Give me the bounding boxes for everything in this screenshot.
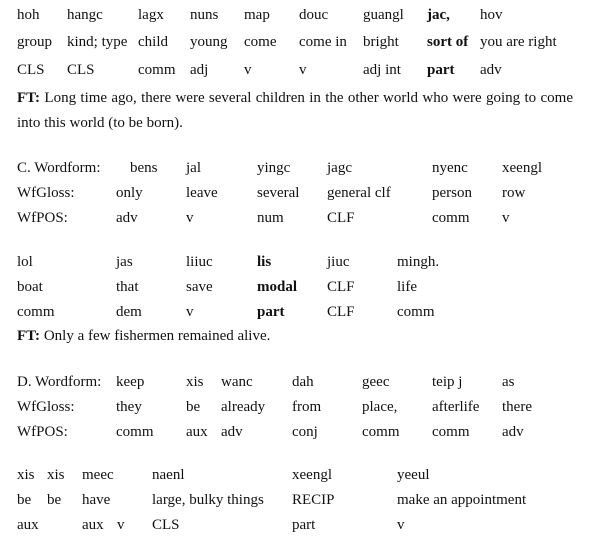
b-gloss-3: child [138, 34, 168, 50]
c-pos-4: CLF [327, 210, 355, 226]
d-gloss-5: place, [362, 399, 398, 415]
d2-word-4: naenl [152, 467, 185, 483]
d-pos-5: comm [362, 424, 400, 440]
c2-word-2: jas [116, 254, 133, 270]
c2-pos-1: comm [17, 304, 55, 320]
b-gloss-5: come [244, 34, 277, 50]
c2-pos-2: dem [116, 304, 142, 320]
b-word-2: hangc [67, 7, 103, 23]
b-gloss-2: kind; type [67, 34, 128, 50]
d2-pos-1: aux [17, 517, 39, 533]
b-pos-4: adj [190, 62, 209, 78]
b-pos-5: v [244, 62, 252, 78]
d2-gloss-5: RECIP [292, 492, 335, 508]
b-ft-text: Long time ago, there were several children in the other world who were going to come into this world (to be born). [17, 90, 574, 131]
b-pos-1: CLS [17, 62, 45, 78]
d-pos-2: aux [186, 424, 208, 440]
d2-pos-3: v [117, 517, 125, 533]
c-wordform-label: C. Wordform: [17, 160, 101, 176]
d2-word-2: xis [47, 467, 65, 483]
b-word-8: jac, [427, 7, 450, 23]
b-gloss-6: come in [299, 34, 347, 50]
d2-pos-2: aux [82, 517, 104, 533]
c2-word-6: mingh. [397, 254, 440, 270]
c-word-5: nyenc [432, 160, 468, 176]
c2-word-5: jiuc [327, 254, 350, 270]
d-gloss-6: afterlife [432, 399, 480, 415]
b-word-9: hov [480, 7, 503, 23]
d-pos-6: comm [432, 424, 470, 440]
d-word-3: wanc [221, 374, 253, 390]
c2-gloss-6: life [397, 279, 417, 295]
d2-pos-6: v [397, 517, 405, 533]
b-pos-9: adv [480, 62, 502, 78]
c2-pos-6: comm [397, 304, 435, 320]
d2-word-3: meec [82, 467, 114, 483]
c-gloss-2: leave [186, 185, 218, 201]
d-gloss-7: there [502, 399, 532, 415]
d-gloss-3: already [221, 399, 266, 415]
c-ft-text: Only a few fishermen remained alive. [43, 328, 271, 344]
d-word-6: teip j [432, 374, 463, 390]
b-ft-label: FT: [17, 90, 41, 106]
d-word-4: dah [292, 374, 314, 390]
d-gloss-4: from [292, 399, 322, 415]
d2-gloss-4: large, bulky things [152, 492, 264, 508]
c-gloss-6: row [502, 185, 526, 201]
d2-gloss-1: be [17, 492, 32, 508]
d2-word-6: yeeul [397, 467, 430, 483]
d2-word-5: xeengl [292, 467, 332, 483]
b-gloss-1: group [17, 34, 52, 50]
c-word-6: xeengl [502, 160, 542, 176]
d-word-2: xis [186, 374, 204, 390]
b-gloss-8: sort of [427, 34, 469, 50]
c-word-3: yingc [257, 160, 291, 176]
d-word-7: as [502, 374, 515, 390]
c2-gloss-4: modal [257, 279, 298, 295]
c2-word-4: lis [257, 254, 272, 270]
c-pos-3: num [257, 210, 284, 226]
c-free-translation [17, 324, 573, 349]
b-gloss-9: you are right [480, 34, 557, 50]
c2-word-1: lol [17, 254, 33, 270]
b-word-4: nuns [190, 7, 219, 23]
b-gloss-4: young [190, 34, 228, 50]
d2-pos-5: part [292, 517, 316, 533]
b-word-7: guangl [363, 7, 404, 23]
d-gloss-2: be [186, 399, 201, 415]
b-pos-2: CLS [67, 62, 95, 78]
d-gloss-label: WfGloss: [17, 399, 75, 415]
c2-pos-5: CLF [327, 304, 355, 320]
c-pos-label: WfPOS: [17, 210, 68, 226]
c-word-1: bens [130, 160, 158, 176]
c2-gloss-3: save [186, 279, 213, 295]
d-word-5: geec [362, 374, 390, 390]
c2-gloss-2: that [116, 279, 139, 295]
d-word-1: keep [116, 374, 145, 390]
d2-gloss-3: have [82, 492, 111, 508]
b-pos-6: v [299, 62, 307, 78]
d-wordform-label: D. Wordform: [17, 374, 102, 390]
c2-pos-3: v [186, 304, 194, 320]
d-pos-label: WfPOS: [17, 424, 68, 440]
c2-gloss-5: CLF [327, 279, 355, 295]
b-word-6: douc [299, 7, 329, 23]
c-pos-6: v [502, 210, 510, 226]
c-word-4: jagc [327, 160, 352, 176]
c-pos-5: comm [432, 210, 470, 226]
d-pos-3: adv [221, 424, 243, 440]
c-gloss-1: only [116, 185, 143, 201]
d2-gloss-6: make an appointment [397, 492, 527, 508]
b-word-5: map [244, 7, 270, 23]
c2-word-3: liiuc [186, 254, 213, 270]
c-gloss-label: WfGloss: [17, 185, 75, 201]
b-pos-7: adj int [363, 62, 401, 78]
c-ft-label: FT: [17, 328, 41, 344]
d-pos-4: conj [292, 424, 318, 440]
d-pos-7: adv [502, 424, 524, 440]
c-word-2: jal [186, 160, 201, 176]
d2-gloss-2: be [47, 492, 62, 508]
c-gloss-3: several [257, 185, 300, 201]
b-pos-3: comm [138, 62, 176, 78]
c-gloss-4: general clf [327, 185, 391, 201]
b-word-3: lagx [138, 7, 164, 23]
c-pos-2: v [186, 210, 194, 226]
b-word-1: hoh [17, 7, 40, 23]
c2-gloss-1: boat [17, 279, 43, 295]
c-gloss-5: person [432, 185, 472, 201]
d2-pos-4: CLS [152, 517, 180, 533]
d-pos-1: comm [116, 424, 154, 440]
c2-pos-4: part [257, 304, 285, 320]
b-pos-8: part [427, 62, 455, 78]
b-free-translation [17, 86, 573, 136]
b-gloss-7: bright [363, 34, 399, 50]
d-gloss-1: they [116, 399, 142, 415]
d2-word-1: xis [17, 467, 35, 483]
c-pos-1: adv [116, 210, 138, 226]
